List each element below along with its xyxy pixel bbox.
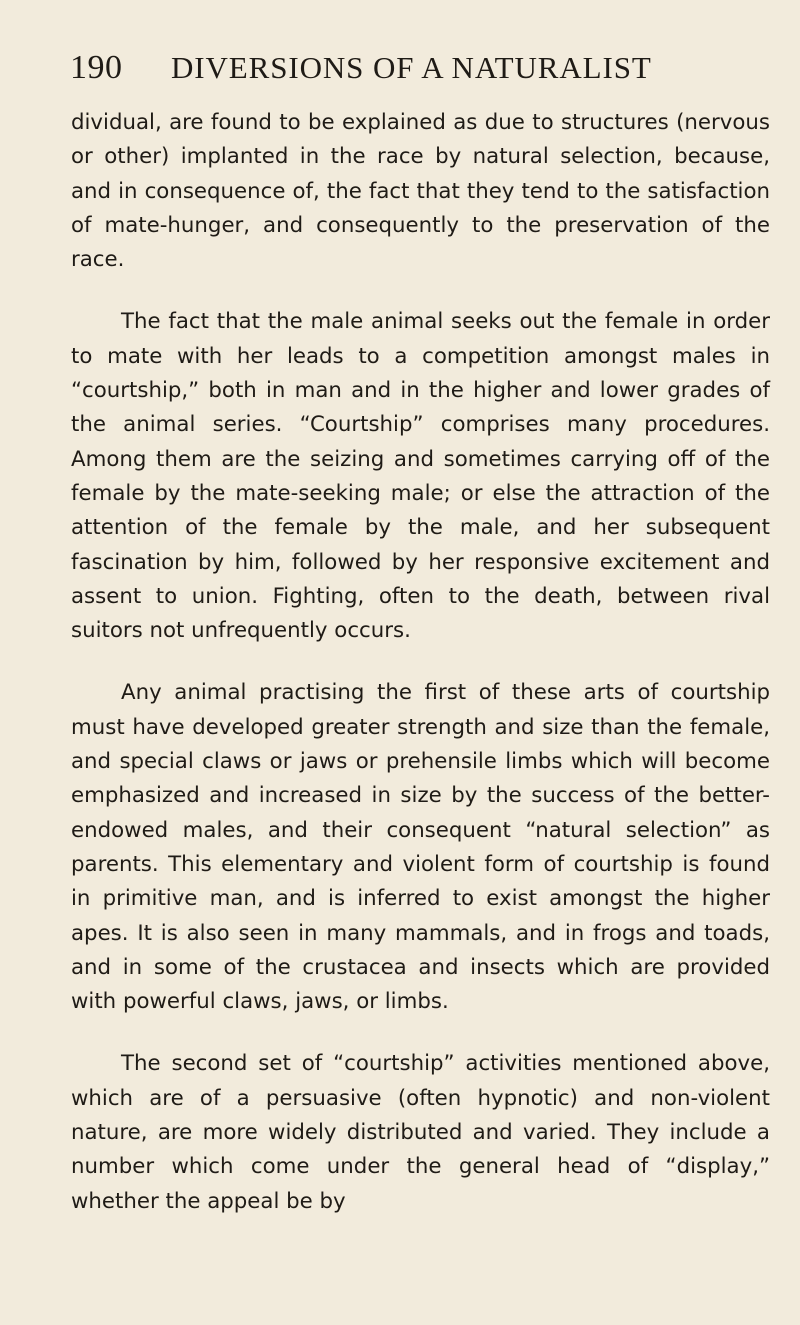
paragraph-1: dividual, are found to be explained as due to structures (nervous or other) implanted in the race by natural selection, because, and in consequence of, the fact that they tend to the satisfaction of mate-hunger, and consequently to the preservation of the race.: [71, 110, 770, 273]
running-title: DIVERSIONS OF A NATURALIST: [171, 50, 652, 85]
paragraph-3: Any animal practising the first of these arts of courtship must have developed greater strength and size than the female, and special claws or jaws or prehensile limbs which will become emphasized and increased in size by the success of the better-endowed males, and their consequent “natural selection” as parents. This elementary and violent form of courtship is found in primitive man, and is inferred to exist amongst the higher apes. It is also seen in many mammals, and in frogs and toads, and in some of the crustacea and insects which are provided with powerful claws, jaws, or limbs.: [71, 680, 770, 1015]
paragraph-4: The second set of “courtship” activities mentioned above, which are of a persuasive (often hypnotic) and non-violent nature, are more widely distributed and varied. They include a number which come under the general head of “display,” whether the appeal be by: [71, 1051, 770, 1214]
page-header: [70, 46, 770, 90]
body-text: [71, 106, 770, 1219]
page-number: 190: [70, 49, 123, 86]
paragraph-2: The fact that the male animal seeks out the female in order to mate with her leads to a competition amongst males in “courtship,” both in man and in the higher and lower grades of the animal series. “Courtship” comprises many procedures. Among them are the seizing and sometimes carrying off of the female by the mate-seeking male; or else the attraction of the attention of the female by the male, and her subsequent fascination by him, followed by her responsive excitement and assent to union. Fighting, often to the death, between rival suitors not unfrequently occurs.: [71, 309, 770, 644]
